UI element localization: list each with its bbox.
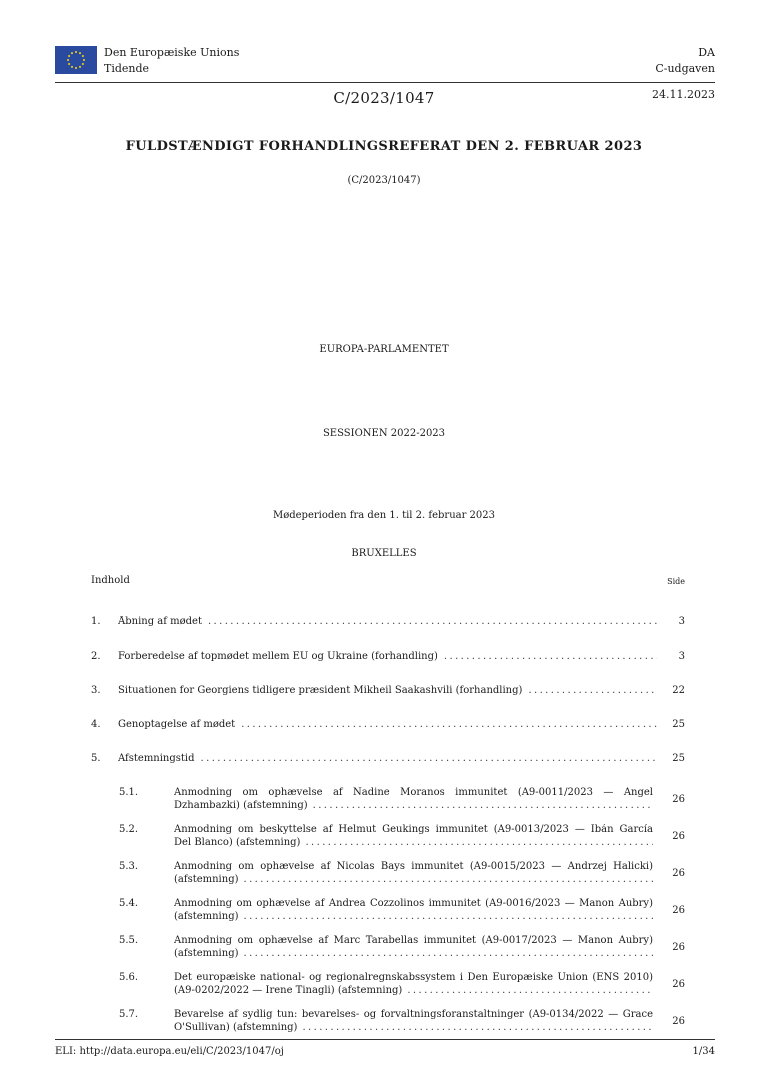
toc-subitem-number: 5.7. [119, 1009, 139, 1020]
eu-flag-icon [55, 46, 97, 74]
toc-subitem-page: 26 [672, 905, 685, 916]
publication-date: 24.11.2023 [652, 88, 715, 101]
toc-subitem-number: 5.6. [119, 972, 139, 983]
edition-info [655, 45, 715, 77]
toc-item-page: 22 [672, 685, 685, 696]
toc-subitem-line2: (afstemning) [174, 911, 239, 922]
footer-divider [55, 1039, 715, 1040]
toc-item-number: 5. [91, 753, 101, 764]
toc-item[interactable] [91, 753, 685, 767]
toc-subitem-page: 26 [672, 979, 685, 990]
toc-item-text: Åbning af mødet [118, 616, 202, 627]
leader-dots [305, 837, 653, 848]
toc-item[interactable] [91, 685, 685, 699]
toc-subitem-line1: Anmodning om ophævelse af Marc Tarabellas immunitet (A9-0017/2023 — Manon Aubry) [174, 935, 653, 946]
institution: EUROPA-PARLAMENTET [319, 344, 449, 355]
toc-item-text: Afstemningstid [118, 753, 195, 764]
leader-dots [313, 800, 653, 811]
leader-dots [244, 911, 654, 922]
toc-item-text: Situationen for Georgiens tidligere præsident Mikheil Saakashvili (forhandling) [118, 685, 523, 696]
session: SESSIONEN 2022-2023 [322, 428, 446, 439]
toc-item-number: 4. [91, 719, 101, 730]
journal-line1: Den Europæiske Unions [104, 46, 240, 59]
toc-subitem-line2: Del Blanco) (afstemning) [174, 837, 301, 848]
toc-subitem-page: 26 [672, 942, 685, 953]
leader-dots [302, 1022, 653, 1033]
toc-subitem-line1: Bevarelse af sydlig tun: bevarelses- og forvaltningsforanstaltninger (A9-0134/2022 — Grace [174, 1009, 653, 1020]
document-number: C/2023/1047 [333, 89, 435, 107]
toc-subitem-line1: Anmodning om ophævelse af Nadine Moranos immunitet (A9-0011/2023 — Angel [174, 787, 653, 798]
toc-item[interactable] [91, 651, 685, 665]
toc-subitem-number: 5.3. [119, 861, 139, 872]
toc-subitem-line1: Anmodning om beskyttelse af Helmut Geukings immunitet (A9-0013/2023 — Ibán García [174, 824, 653, 835]
eli-link[interactable]: ELI: http://data.europa.eu/eli/C/2023/1047/oj [55, 1046, 284, 1057]
toc-item-number: 2. [91, 651, 101, 662]
toc-subitem-number: 5.2. [119, 824, 139, 835]
page-title: FULDSTÆNDIGT FORHANDLINGSREFERAT DEN 2. FEBRUAR 2023 [125, 139, 643, 154]
toc-item-page: 25 [672, 753, 685, 764]
language-code: DA [698, 46, 715, 59]
toc-item-number: 1. [91, 616, 101, 627]
toc-subitem-line2: O'Sullivan) (afstemning) [174, 1022, 298, 1033]
leader-dots [407, 985, 653, 996]
leader-dots [241, 719, 657, 730]
toc-subitem-line2: (A9-0202/2022 — Irene Tinagli) (afstemning) [174, 985, 403, 996]
journal-name [104, 45, 239, 77]
toc-item-text: Genoptagelse af mødet [118, 719, 236, 730]
toc-subitem-line2: (afstemning) [174, 948, 239, 959]
toc-heading-row [91, 575, 685, 586]
journal-line2: Tidende [104, 62, 150, 75]
leader-dots [244, 948, 654, 959]
place: BRUXELLES [351, 548, 417, 559]
toc-subitem-number: 5.5. [119, 935, 139, 946]
session-period: Mødeperioden fra den 1. til 2. februar 2023 [272, 510, 496, 521]
page-number: 1/34 [692, 1046, 715, 1057]
toc-subitem-page: 26 [672, 1016, 685, 1027]
toc-heading: Indhold [91, 575, 130, 586]
toc-item[interactable] [91, 616, 685, 630]
leader-dots [201, 753, 657, 764]
toc-subitem-line1: Det europæiske national- og regionalregnskabssystem i Den Europæiske Union (ENS 2010) [174, 972, 653, 983]
sub-reference: (C/2023/1047) [347, 175, 421, 186]
toc-item-text: Forberedelse af topmødet mellem EU og Ukraine (forhandling) [118, 651, 438, 662]
edition: C-udgaven [655, 62, 715, 75]
toc-item-number: 3. [91, 685, 101, 696]
toc-subitem-line1: Anmodning om ophævelse af Andrea Cozzolinos immunitet (A9-0016/2023 — Manon Aubry) [174, 898, 653, 909]
header-divider [55, 82, 715, 83]
toc-subitem-page: 26 [672, 794, 685, 805]
leader-dots [208, 616, 657, 627]
toc-item[interactable] [91, 719, 685, 733]
leader-dots [528, 685, 657, 696]
toc-subitem-line1: Anmodning om ophævelse af Nicolas Bays immunitet (A9-0015/2023 — Andrzej Halicki) [174, 861, 653, 872]
toc-item-page: 3 [678, 616, 685, 627]
toc-item-page: 25 [672, 719, 685, 730]
toc-subitem-page: 26 [672, 868, 685, 879]
toc-subitem-number: 5.1. [119, 787, 139, 798]
toc-item-page: 3 [678, 651, 685, 662]
toc-subitem-page: 26 [672, 831, 685, 842]
toc-subitem-number: 5.4. [119, 898, 139, 909]
toc-page-label: Side [667, 577, 685, 586]
leader-dots [444, 651, 657, 662]
toc-subitem-line2: Dzhambazki) (afstemning) [174, 800, 308, 811]
toc-subitem-line2: (afstemning) [174, 874, 239, 885]
leader-dots [244, 874, 654, 885]
